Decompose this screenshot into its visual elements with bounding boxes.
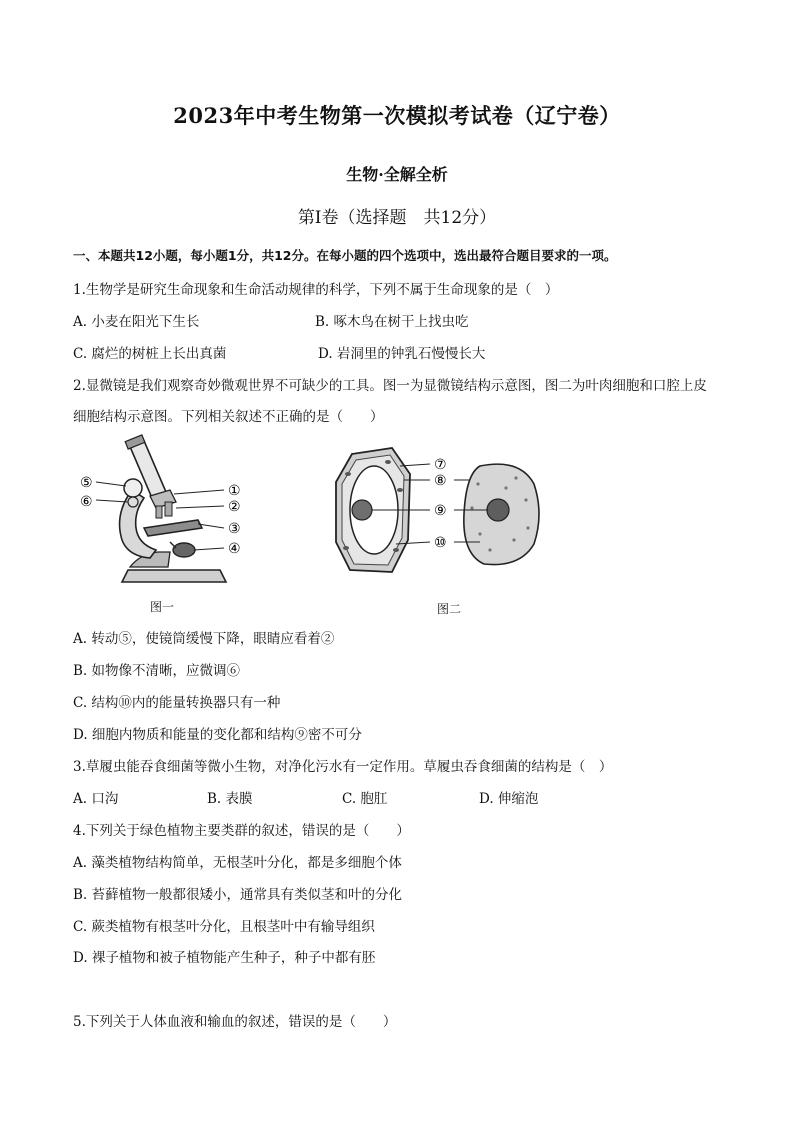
question-1-option-a: A. 小麦在阳光下生长 [73,314,200,330]
label-7: ⑦ [434,457,447,473]
label-6: ⑥ [80,494,93,510]
question-2-stem-line1: 2.显微镜是我们观察奇妙微观世界不可缺少的工具。图一为显微镜结构示意图，图二为叶肉细胞和口腔上皮 [73,378,707,394]
page-subtitle: 生物·全解全析 [346,165,448,184]
page-title: 2023年中考生物第一次模拟考试卷（辽宁卷） [173,103,621,128]
question-1-option-d: D. 岩洞里的钟乳石慢慢长大 [318,346,486,362]
figure-2-caption: 图二 [437,602,462,616]
figure-1-caption: 图一 [150,600,175,614]
label-5: ⑤ [80,475,93,491]
label-2: ② [228,499,241,515]
question-3-option-a: A. 口沟 [73,791,119,807]
plant-nucleus [352,500,372,520]
label-8: ⑧ [434,473,447,489]
question-2-option-c: C. 结构⑩内的能量转换器只有一种 [73,695,281,711]
microscope-figure [70,432,270,592]
microscope-mirror [173,543,195,557]
label-1: ① [228,483,241,499]
animal-nucleus [487,499,509,521]
question-4-option-c: C. 蕨类植物有根茎叶分化，且根茎叶中有输导组织 [73,919,375,935]
question-2-stem-line2: 细胞结构示意图。下列相关叙述不正确的是（ ） [73,409,384,425]
question-4-option-d: D. 裸子植物和被子植物能产生种子，种子中都有胚 [73,950,376,966]
question-3-option-d: D. 伸缩泡 [479,791,539,807]
label-3: ③ [228,521,241,537]
question-2-option-d: D. 细胞内物质和能量的变化都和结构⑨密不可分 [73,727,362,743]
question-3-option-c: C. 胞肛 [342,791,388,807]
question-4-option-b: B. 苔藓植物一般都很矮小，通常具有类似茎和叶的分化 [73,887,403,903]
section-heading: 第Ⅰ卷（选择题 共12分） [297,208,497,228]
label-4: ④ [228,541,241,557]
microscope-stage [144,520,202,536]
label-10: ⑩ [434,535,447,551]
cell-figure [330,444,560,578]
question-3-option-b: B. 表膜 [207,791,253,807]
fine-adjuster [128,497,138,507]
question-3-stem: 3.草履虫能吞食细菌等微小生物，对净化污水有一定作用。草履虫吞食细菌的结构是（ ） [73,759,613,775]
microscope-base [122,570,226,582]
question-4-stem: 4.下列关于绿色植物主要类群的叙述，错误的是（ ） [73,823,410,839]
question-1-option-c: C. 腐烂的树桩上长出真菌 [73,346,227,362]
question-4-option-a: A. 藻类植物结构简单，无根茎叶分化，都是多细胞个体 [73,855,402,871]
question-5-stem: 5.下列关于人体血液和输血的叙述，错误的是（ ） [73,1014,397,1030]
question-1-stem: 1.生物学是研究生命现象和生命活动规律的科学，下列不属于生命现象的是（ ） [73,282,559,298]
question-2-option-b: B. 如物像不清晰，应微调⑥ [73,663,241,679]
label-9: ⑨ [434,503,447,519]
instruction-text: 一、本题共12小题，每小题1分，共12分。在每小题的四个选项中，选出最符合题目要求的一项。 [73,248,617,263]
question-2-option-a: A. 转动⑤，使镜筒缓慢下降，眼睛应看着② [73,631,335,647]
question-1-option-b: B. 啄木鸟在树干上找虫吃 [315,314,469,330]
coarse-adjuster [124,479,142,497]
